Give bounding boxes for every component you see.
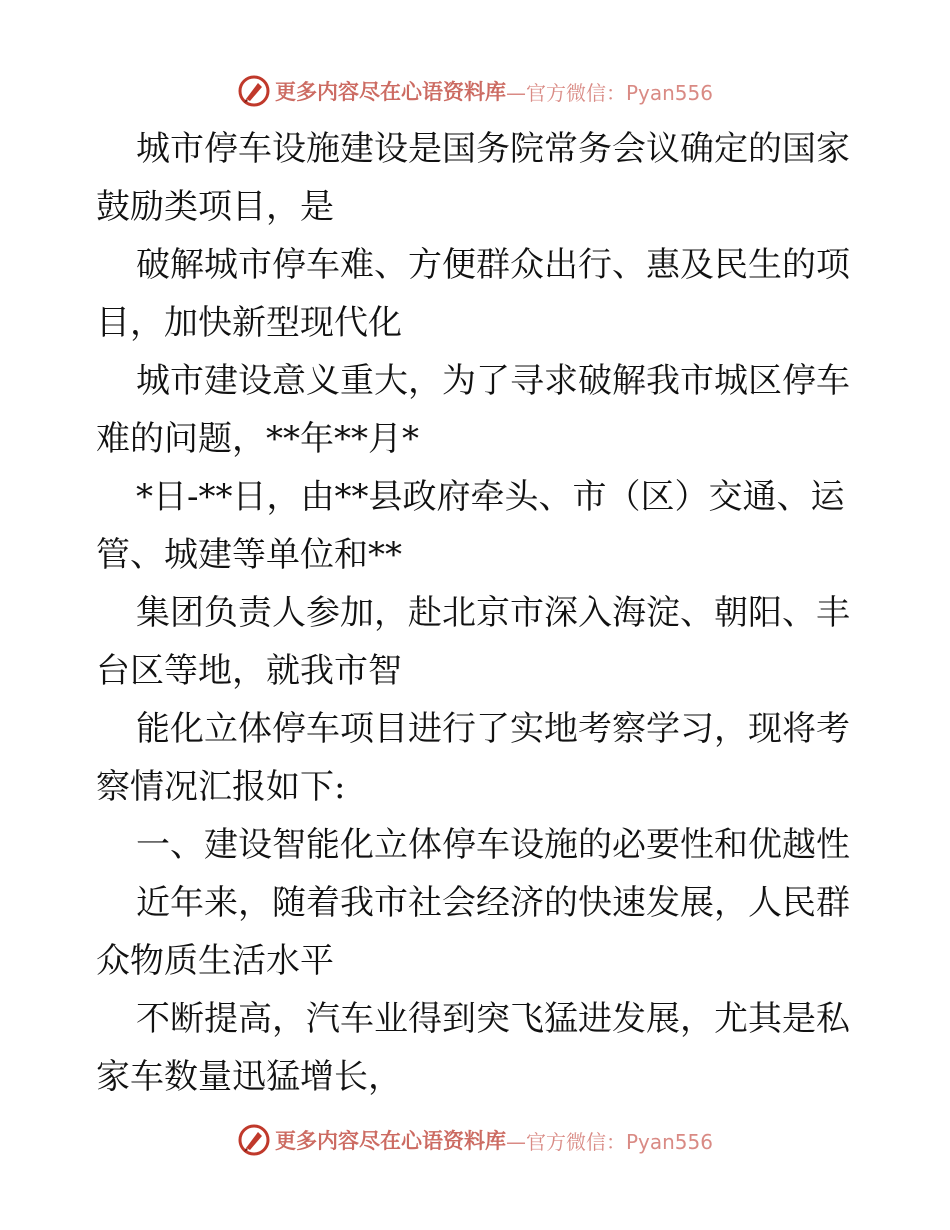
footer-watermark	[0, 1120, 950, 1160]
pen-logo-icon	[237, 1123, 271, 1157]
watermark-contact: —官方微信：Pyan556	[505, 1129, 713, 1154]
paragraph: 城市停车设施建设是国务院常务会议确定的国家 鼓励类项目，是	[96, 129, 850, 227]
section-heading: 一、建设智能化立体停车设施的必要性和优越性	[136, 825, 850, 865]
watermark-contact: —官方微信：Pyan556	[505, 80, 713, 105]
header-watermark	[0, 71, 950, 111]
paragraph: 能化立体停车项目进行了实地考察学习，现将考 察情况汇报如下:	[96, 709, 850, 807]
paragraph: 不断提高，汽车业得到突飞猛进发展，尤其是私 家车数量迅猛增长，	[96, 999, 850, 1097]
paragraph: 破解城市停车难、方便群众出行、惠及民生的项 目，加快新型现代化	[96, 245, 850, 343]
paragraph: 近年来，随着我市社会经济的快速发展，人民群 众物质生活水平	[96, 883, 850, 981]
watermark-brand: 更多内容尽在心语资料库	[274, 1129, 506, 1153]
paragraph: 集团负责人参加，赴北京市深入海淀、朝阳、丰 台区等地，就我市智	[96, 593, 850, 691]
paragraph: 城市建设意义重大，为了寻求破解我市城区停车 难的问题，**年**月*	[96, 361, 850, 459]
watermark-brand: 更多内容尽在心语资料库	[274, 80, 506, 104]
pen-logo-icon	[237, 74, 271, 108]
paragraph: *日-**日，由**县政府牵头、市（区）交通、运 管、城建等单位和**	[96, 477, 845, 575]
document-body	[96, 120, 854, 1106]
